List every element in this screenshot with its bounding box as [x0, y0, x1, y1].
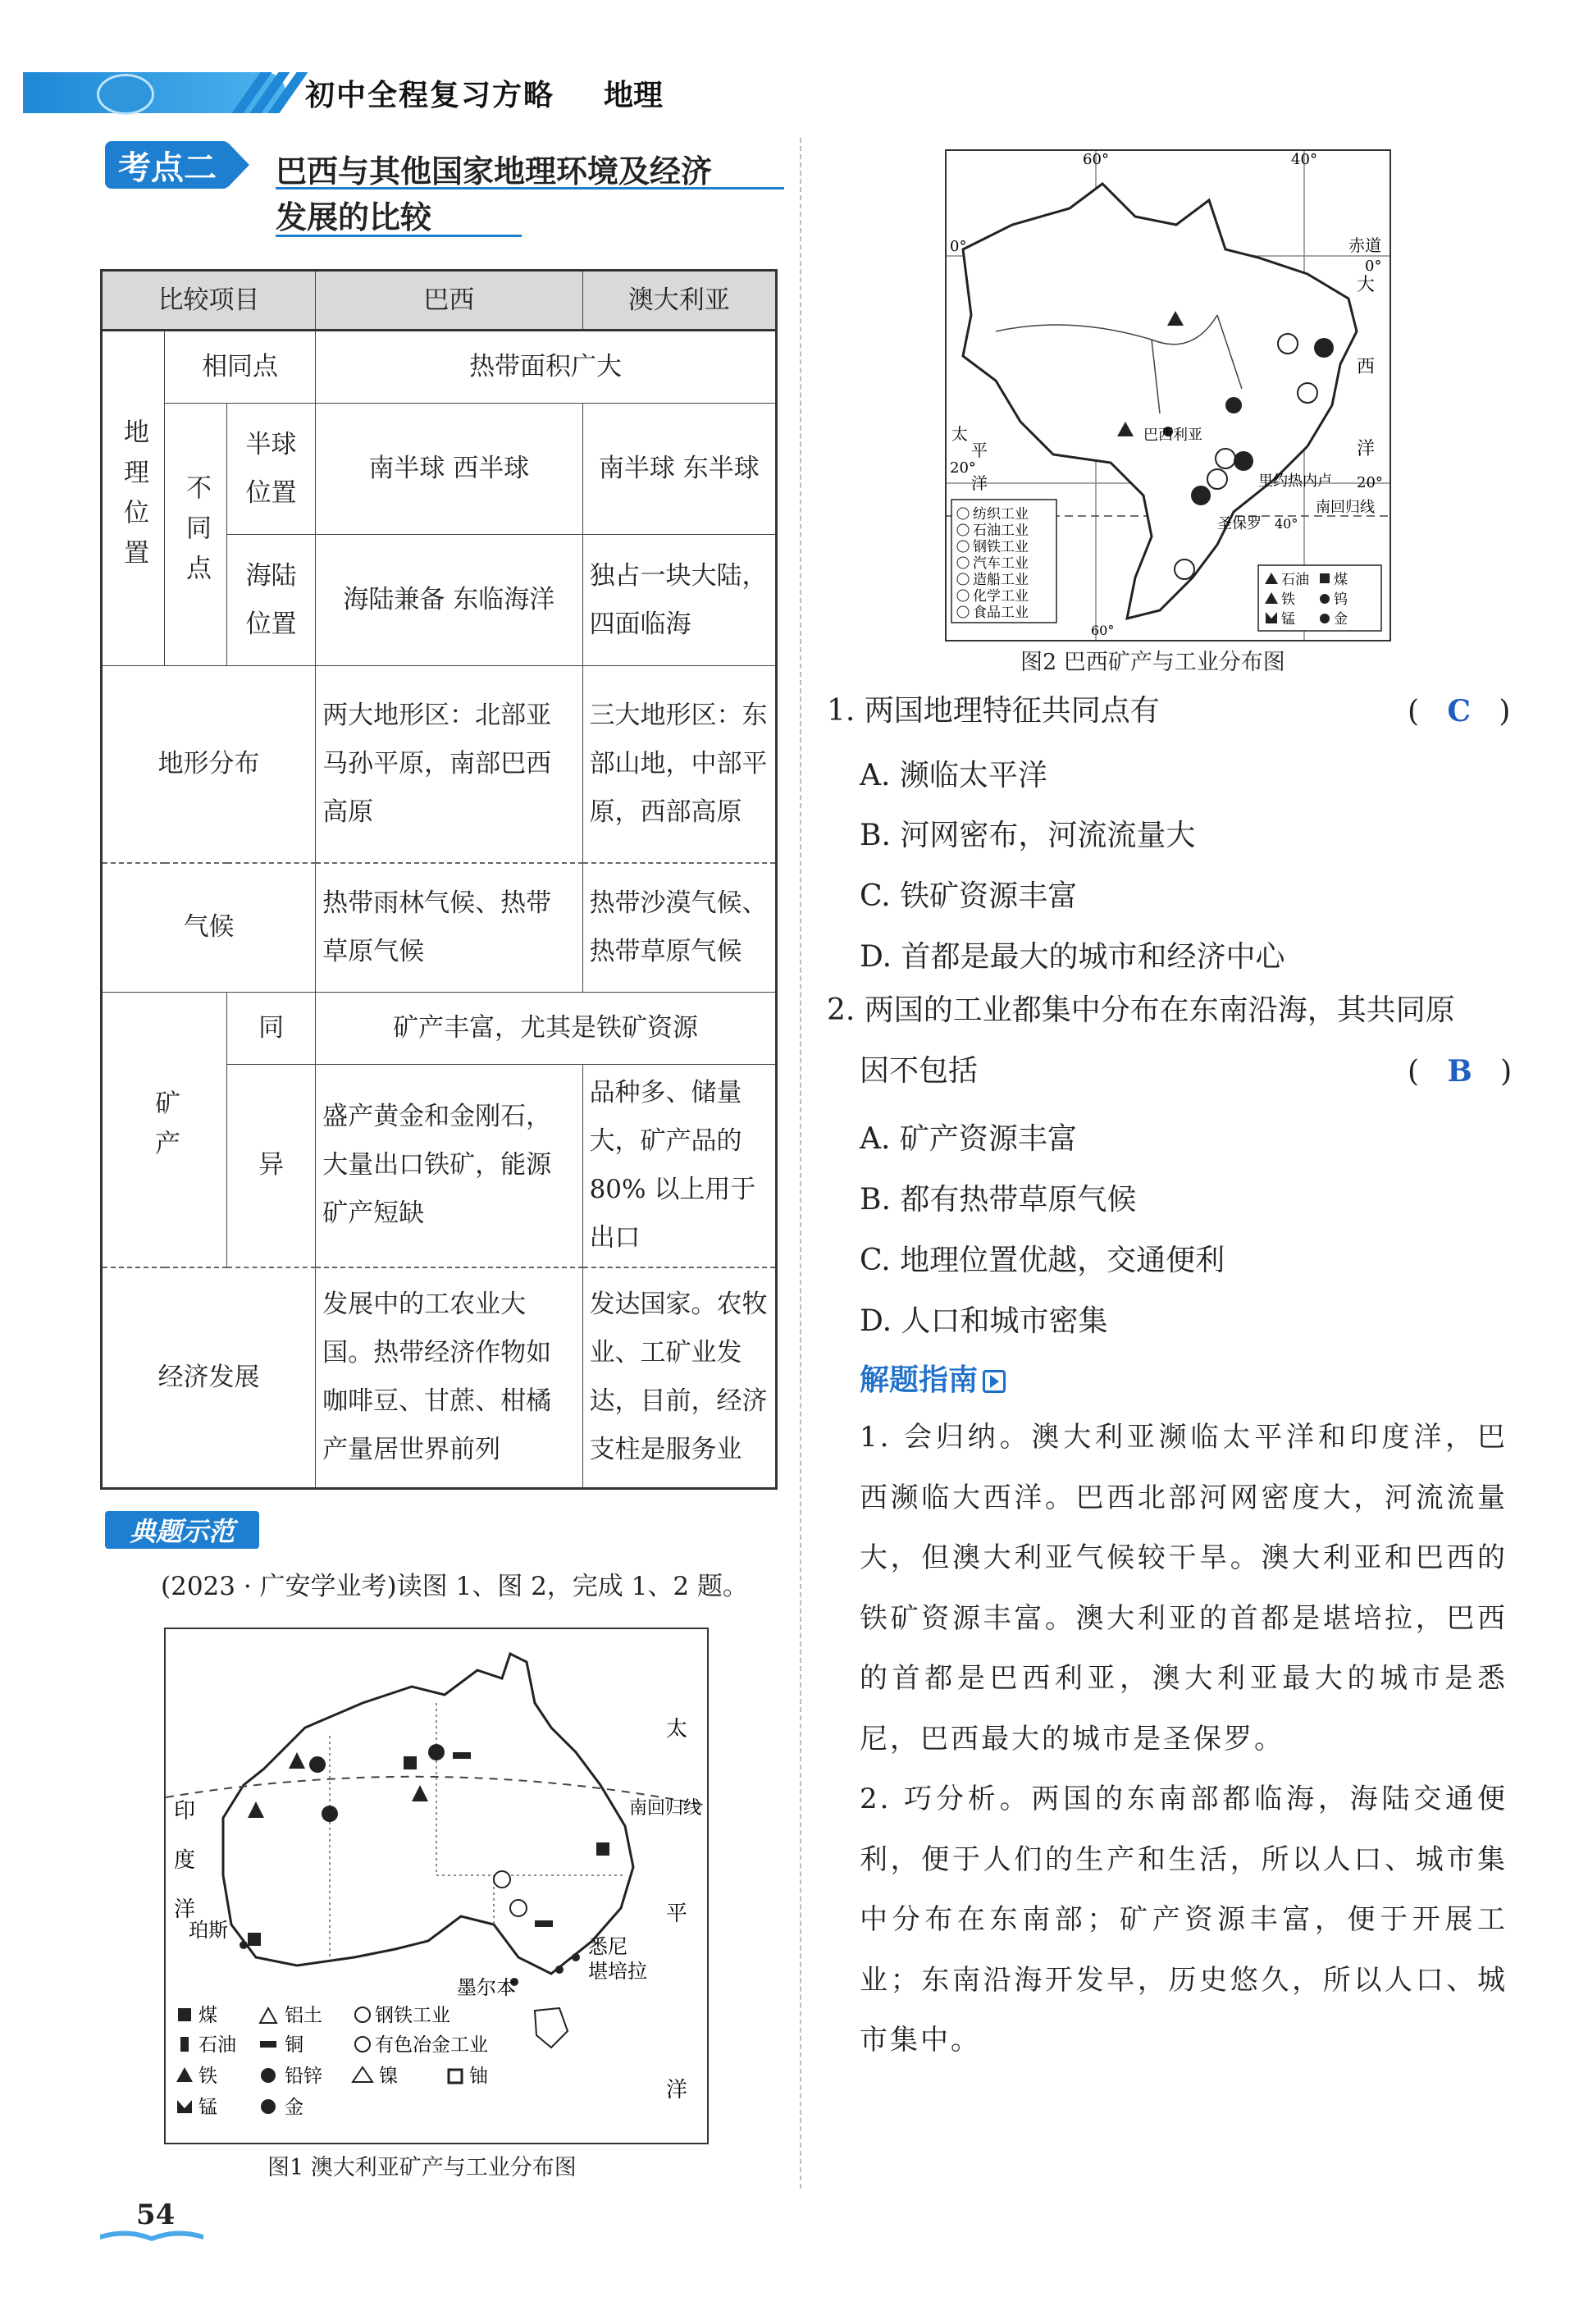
svg-text:煤: 煤 — [198, 2005, 217, 2026]
question-2-stem: 2. 两国的工业都集中分布在东南沿海，其共同原 — [827, 993, 1455, 1027]
section-title-line2: 发展的比较 — [276, 199, 432, 235]
svg-text:钨: 钨 — [1334, 591, 1348, 608]
label-atlantic-1: 大 — [1357, 275, 1376, 295]
svg-text:煤: 煤 — [1334, 572, 1348, 588]
book-icon — [98, 2226, 205, 2243]
svg-text:镍: 镍 — [379, 2066, 398, 2087]
label-lon60-bottom: 60° — [1091, 623, 1115, 638]
option: A. 濒临太平洋 — [860, 759, 1047, 792]
label-lon40: 40° — [1291, 151, 1317, 168]
svg-text:铝土: 铝土 — [285, 2005, 322, 2026]
city-dot — [555, 1966, 564, 1974]
sea-land-australia: 独占一块大陆，四面临海 — [582, 535, 776, 666]
question-2-answer: ( B ) — [1408, 1054, 1513, 1089]
hemisphere-australia: 南半球 东半球 — [582, 404, 776, 535]
terrain-brazil: 两大地形区：北部亚马孙平原，南部巴西高原 — [316, 666, 582, 863]
geo-location-label: 地理位置 — [102, 331, 165, 666]
industry-symbol — [1191, 486, 1211, 505]
australia-outline — [223, 1654, 633, 1974]
option: A. 矿产资源丰富 — [860, 1122, 1077, 1156]
label-pacific-2: 平 — [971, 441, 988, 460]
page-number: 54 — [136, 2198, 176, 2231]
mineral-label: 矿产 — [102, 993, 227, 1267]
hemisphere-brazil: 南半球 西半球 — [316, 404, 582, 535]
label-pacific-2: 平 — [666, 1902, 688, 1926]
label-pacific-3: 洋 — [971, 473, 988, 493]
svg-text:石油: 石油 — [1281, 572, 1309, 588]
label-pacific-3: 洋 — [666, 2078, 688, 2103]
map2-legend-mineral — [1258, 565, 1381, 631]
industry-symbol — [1175, 559, 1194, 579]
mineral-brazil: 盛产黄金和金刚石，大量出口铁矿，能源矿产短缺 — [316, 1065, 582, 1267]
copper-symbol — [453, 1752, 471, 1759]
label-equator: 赤道 — [1348, 235, 1381, 255]
label-perth: 珀斯 — [189, 1919, 228, 1942]
column-divider — [800, 138, 801, 2189]
svg-text:铁: 铁 — [198, 2066, 217, 2087]
label-brasilia: 巴西利亚 — [1143, 427, 1202, 444]
copper-symbol — [535, 1920, 553, 1927]
svg-text:铀: 铀 — [469, 2066, 488, 2087]
svg-text:金: 金 — [1334, 611, 1348, 628]
example-source: (2023 · 广安学业考)读图 1、图 2，完成 1、2 题。 — [161, 1572, 748, 1601]
option: D. 首都是最大的城市和经济中心 — [860, 940, 1285, 974]
industry-symbol — [1207, 469, 1227, 489]
svg-text:铜: 铜 — [285, 2034, 303, 2056]
tasmania-outline — [535, 2008, 568, 2048]
city-dot — [572, 1953, 580, 1961]
label-indian-1: 印 — [174, 1799, 196, 1824]
guide-paragraph-1: 1. 会归纳。澳大利亚濒临太平洋和印度洋，巴西濒临大西洋。巴西北部河网密度大，河流流量大，但澳大利亚气候较干旱。澳大利亚和巴西的铁矿资源丰富。澳大利亚的首都是堪培拉，巴西的首都是巴西利亚，澳大利亚最大的城市是悉尼，巴西最大的城市是圣保罗。 — [860, 1421, 1508, 1756]
label-atlantic-2: 西 — [1357, 357, 1376, 377]
label-lon40-bottom: 40° — [1275, 516, 1298, 532]
sea-land-brazil: 海陆兼备 东临海洋 — [316, 535, 582, 666]
play-icon — [983, 1370, 1006, 1393]
svg-text:金: 金 — [285, 2097, 303, 2118]
label-indian-3: 洋 — [174, 1897, 196, 1922]
option: B. 都有热带草原气候 — [860, 1183, 1137, 1217]
question-2-stem-cont: 因不包括 — [860, 1054, 979, 1088]
label-lat20-right: 20° — [1357, 474, 1383, 491]
terrain-label: 地形分布 — [102, 666, 316, 863]
city-dot — [240, 1941, 248, 1949]
mineral-same-value: 矿产丰富，尤其是铁矿资源 — [316, 993, 777, 1065]
economy-label: 经济发展 — [102, 1267, 316, 1489]
subject-title: 地理 — [604, 79, 664, 112]
svg-text:造船工业: 造船工业 — [973, 572, 1029, 588]
header-item: 比较项目 — [102, 271, 316, 331]
header-australia: 澳大利亚 — [582, 271, 776, 331]
section-title-line1: 巴西与其他国家地理环境及经济 — [276, 153, 713, 189]
option: C. 铁矿资源丰富 — [860, 879, 1078, 913]
label-sydney: 悉尼 — [588, 1935, 627, 1958]
climate-brazil: 热带雨林气候、热带草原气候 — [316, 863, 582, 993]
same-label: 相同点 — [165, 331, 316, 404]
label-lon60: 60° — [1083, 151, 1109, 168]
map1-legend — [176, 2005, 488, 2118]
svg-text:锰: 锰 — [1281, 611, 1295, 628]
map2-legend-industry — [951, 500, 1056, 623]
label-canberra: 堪培拉 — [588, 1960, 647, 1983]
industry-symbol — [1216, 449, 1235, 468]
header-brazil: 巴西 — [316, 271, 582, 331]
sea-land-label: 海陆位置 — [227, 535, 316, 666]
answer-letter: B — [1447, 1054, 1472, 1089]
industry-symbol — [1278, 334, 1298, 354]
svg-text:钢铁工业: 钢铁工业 — [973, 539, 1029, 555]
label-rio: 里约热内卢 — [1258, 473, 1332, 490]
question-1-answer: ( C ) — [1408, 694, 1511, 728]
option: D. 人口和城市密集 — [860, 1304, 1108, 1338]
book-title: 初中全程复习方略 — [305, 79, 555, 112]
section-badge: 考点二 — [105, 141, 230, 189]
terrain-australia: 三大地形区：东部山地，中部平原，西部高原 — [582, 666, 776, 863]
label-tropic: 南回归线 — [1316, 499, 1375, 516]
coal-symbol — [404, 1756, 417, 1769]
map2-caption: 图2 巴西矿产与工业分布图 — [1020, 650, 1285, 675]
comparison-table — [100, 269, 778, 1490]
gold-symbol — [428, 1744, 445, 1760]
option: C. 地理位置优越，交通便利 — [860, 1244, 1225, 1277]
title-underline — [276, 187, 784, 189]
gold-symbol — [1225, 397, 1242, 413]
label-atlantic-3: 洋 — [1357, 439, 1376, 459]
title-underline — [276, 235, 522, 237]
guide-paragraph-2: 2. 巧分析。两国的东南部都临海，海陆交通便利，便于人们的生产和生活，所以人口、城市集中分布在东南部；矿产资源丰富，便于开展工业；东南沿海开发早，历史悠久，所以人口、城市集中。 — [860, 1783, 1508, 2057]
mineral-australia: 品种多、储量大，矿产品的 80% 以上用于出口 — [582, 1065, 776, 1267]
brazil-map-svg — [947, 151, 1390, 640]
coal-symbol — [596, 1842, 609, 1856]
guide-title: 解题指南 — [860, 1357, 1006, 1399]
industry-symbol — [1234, 451, 1253, 471]
svg-text:石油工业: 石油工业 — [973, 523, 1029, 539]
australia-map — [164, 1628, 709, 2144]
label-lat20: 20° — [950, 459, 976, 477]
svg-text:化学工业: 化学工业 — [973, 588, 1029, 605]
brazil-map — [945, 149, 1391, 641]
logo-icon — [97, 74, 154, 115]
gold-symbol — [322, 1806, 338, 1822]
badge-arrow — [228, 143, 249, 187]
svg-text:有色冶金工业: 有色冶金工业 — [375, 2034, 488, 2056]
same-value: 热带面积广大 — [316, 331, 777, 404]
gold-symbol — [309, 1756, 326, 1773]
label-lat0-right: 0° — [1365, 258, 1382, 275]
label-pacific-1: 太 — [666, 1717, 688, 1742]
svg-text:石油: 石油 — [198, 2034, 236, 2056]
label-sao-paulo: 圣保罗 — [1217, 515, 1262, 532]
coal-symbol — [248, 1933, 261, 1946]
label-indian-2: 度 — [174, 1848, 196, 1873]
option: B. 河网密布，河流流量大 — [860, 819, 1196, 852]
svg-text:汽车工业: 汽车工业 — [973, 555, 1029, 572]
steel-industry-symbol — [510, 1900, 527, 1916]
australia-map-svg — [166, 1629, 707, 2143]
industry-symbol — [1298, 383, 1317, 403]
svg-text:铁: 铁 — [1281, 591, 1295, 608]
economy-brazil: 发展中的工农业大国。热带经济作物如咖啡豆、甘蔗、柑橘产量居世界前列 — [316, 1267, 582, 1489]
svg-text:食品工业: 食品工业 — [973, 605, 1029, 621]
svg-text:纺织工业: 纺织工业 — [973, 506, 1029, 523]
label-pacific-1: 太 — [951, 424, 968, 444]
example-badge: 典题示范 — [105, 1511, 259, 1549]
answer-letter: C — [1447, 694, 1472, 728]
svg-text:钢铁工业: 钢铁工业 — [375, 2005, 450, 2026]
industry-symbol — [1314, 338, 1334, 358]
climate-label: 气候 — [102, 863, 316, 993]
economy-australia: 发达国家。农牧业、工矿业发达，目前，经济支柱是服务业 — [582, 1267, 776, 1489]
steel-industry-symbol — [494, 1871, 510, 1888]
label-tropic: 南回归线 — [629, 1798, 702, 1819]
climate-australia: 热带沙漠气候、热带草原气候 — [582, 863, 776, 993]
label-lat0: 0° — [950, 238, 967, 255]
mineral-same-label: 同 — [227, 993, 316, 1065]
svg-text:锰: 锰 — [198, 2097, 217, 2118]
question-1-stem: 1. 两国地理特征共同点有 — [827, 694, 1160, 728]
hemisphere-label: 半球位置 — [227, 404, 316, 535]
mineral-diff-label: 异 — [227, 1065, 316, 1267]
label-melbourne: 墨尔本 — [457, 1976, 516, 1999]
svg-text:铅锌: 铅锌 — [285, 2066, 322, 2087]
map1-caption: 图1 澳大利亚矿产与工业分布图 — [267, 2155, 577, 2180]
diff-label: 不同点 — [165, 404, 227, 666]
